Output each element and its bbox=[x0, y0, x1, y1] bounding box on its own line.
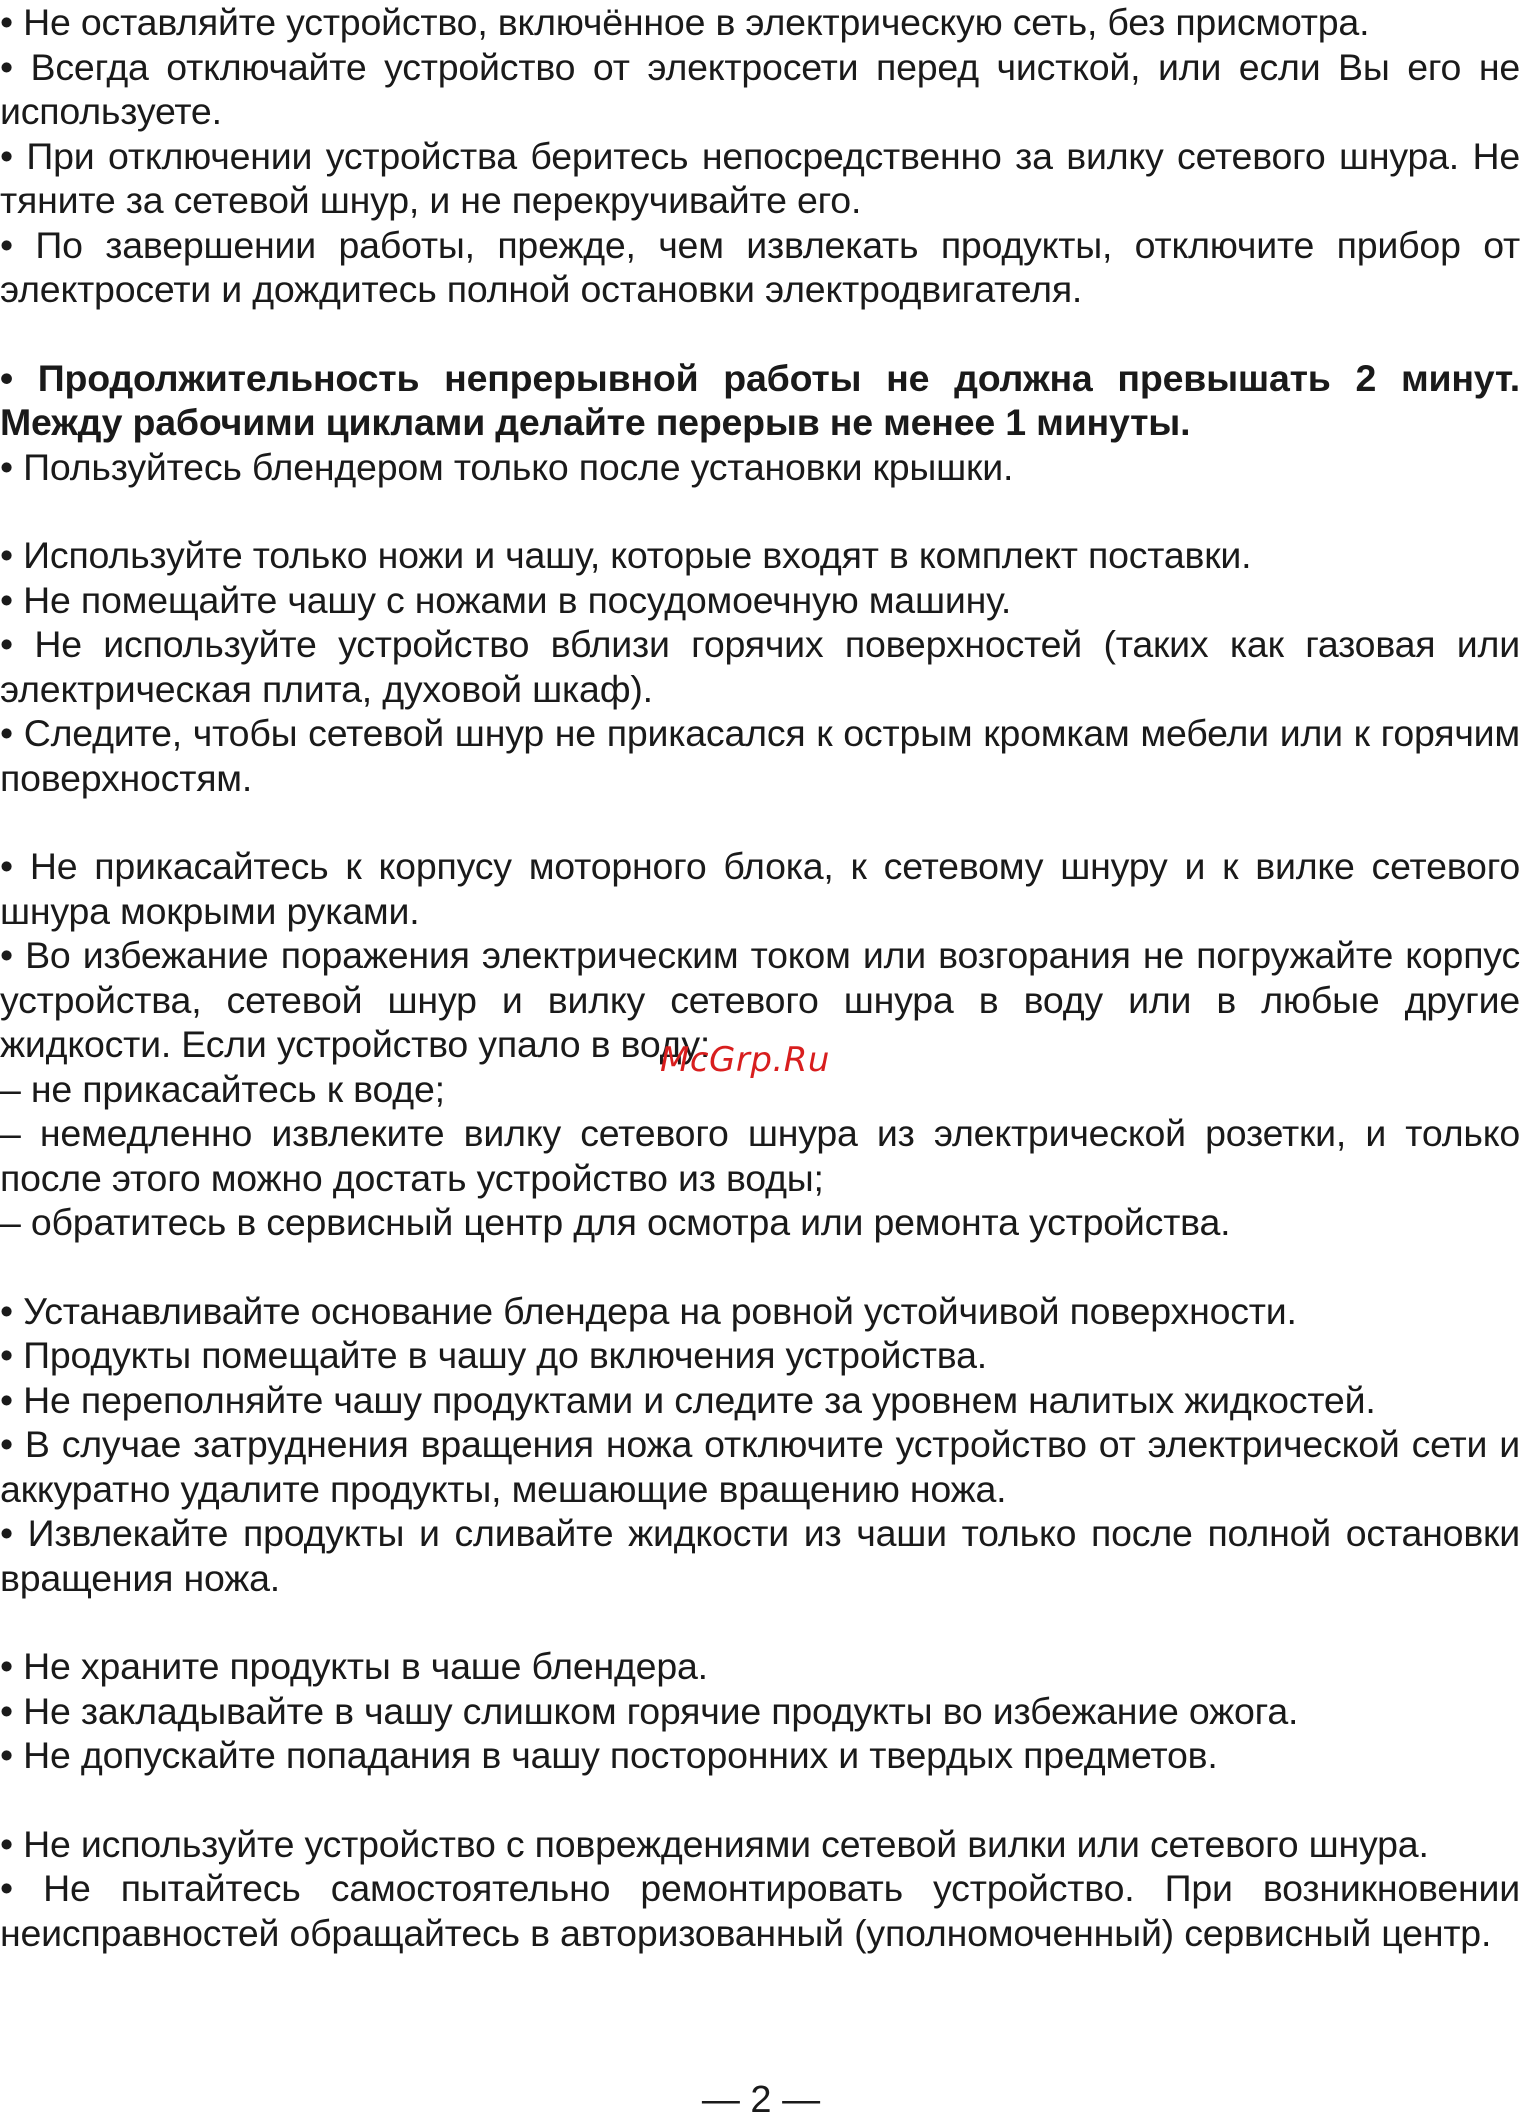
safety-item: • Не закладывайте в чашу слишком горячие продукты во избежание ожога. bbox=[0, 1689, 1299, 1732]
safety-item: • Не храните продукты в чаше блендера. bbox=[0, 1645, 708, 1687]
safety-item: • Устанавливайте основание блендера на ровной устойчивой поверхности. bbox=[0, 1289, 1297, 1332]
sub-item: – обратитесь в сервисный центр для осмотра или ремонта устройства. bbox=[0, 1201, 1231, 1243]
safety-item: • Не прикасайтесь к корпусу моторного блока, к сетевому шнуру и к вилке сетевого шнура мокрыми руками. bbox=[0, 845, 1520, 932]
safety-item: • Не оставляйте устройство, включённое в электрическую сеть, без присмотра. bbox=[0, 1, 1370, 43]
safety-item: • Не переполняйте чашу продуктами и следите за уровнем налитых жидкостей. bbox=[0, 1378, 1376, 1421]
safety-item: • При отключении устройства беритесь непосредственно за вилку сетевого шнура. Не тяните за сетевой шнур, и не перекручивайте его. bbox=[0, 134, 1520, 221]
paragraph-gap bbox=[0, 1600, 1520, 1644]
watermark: McGrp.Ru bbox=[660, 1040, 830, 1080]
safety-item: • Не помещайте чашу с ножами в посудомоечную машину. bbox=[0, 578, 1012, 621]
page-number: — 2 — bbox=[701, 2079, 821, 2121]
safety-item: • Продукты помещайте в чашу до включения устройства. bbox=[0, 1334, 987, 1376]
safety-item: • Не используйте устройство с повреждениями сетевой вилки или сетевого шнура. bbox=[0, 1822, 1429, 1865]
safety-item: • Не используйте устройство вблизи горячих поверхностей (таких как газовая или электрическая плита, духовой шкаф). bbox=[0, 623, 1520, 710]
paragraph-gap bbox=[0, 489, 1520, 533]
safety-item: • Всегда отключайте устройство от электросети перед чисткой, или если Вы его не используете. bbox=[0, 45, 1520, 132]
paragraph-gap bbox=[0, 312, 1520, 356]
safety-item: • В случае затруднения вращения ножа отключите устройство от электрической сети и аккуратно удалите продукты, мешающие вращению ножа. bbox=[0, 1423, 1520, 1510]
safety-item: • Используйте только ножи и чашу, которые входят в комплект поставки. bbox=[0, 534, 1252, 576]
operating-time-warning: • Продолжительность непрерывной работы не должна превышать 2 минут. Между рабочими циклами делайте перерыв не менее 1 минуты. bbox=[0, 356, 1520, 443]
sub-item: – немедленно извлеките вилку сетевого шнура из электрической розетки, и только после этого можно достать устройство из воды; bbox=[0, 1112, 1520, 1199]
safety-item: • Во избежание поражения электрическим током или возгорания не погружайте корпус устройства, сетевой шнур и вилку сетевого шнура в воду или в любые другие жидкости. Если устройство упало в воду: bbox=[0, 934, 1520, 1065]
sub-item: – не прикасайтесь к воде; bbox=[0, 1067, 445, 1110]
safety-item: • Извлекайте продукты и сливайте жидкости из чаши только после полной остановки вращения ножа. bbox=[0, 1512, 1520, 1599]
safety-item: • Следите, чтобы сетевой шнур не прикасался к острым кромкам мебели или к горячим поверхностям. bbox=[0, 712, 1520, 799]
paragraph-gap bbox=[0, 1245, 1520, 1289]
paragraph-gap bbox=[0, 1778, 1520, 1822]
safety-item: • Пользуйтесь блендером только после установки крышки. bbox=[0, 445, 1014, 488]
paragraph-gap bbox=[0, 800, 1520, 844]
safety-item: • Не допускайте попадания в чашу посторонних и твердых предметов. bbox=[0, 1734, 1218, 1776]
safety-item: • По завершении работы, прежде, чем извлекать продукты, отключите прибор от электросети и дождитесь полной остановки электродвигателя. bbox=[0, 223, 1520, 310]
safety-item: • Не пытайтесь самостоятельно ремонтировать устройство. При возникновении неисправностей обращайтесь в авторизованный (уполномоченный) сервисный центр. bbox=[0, 1867, 1520, 1954]
